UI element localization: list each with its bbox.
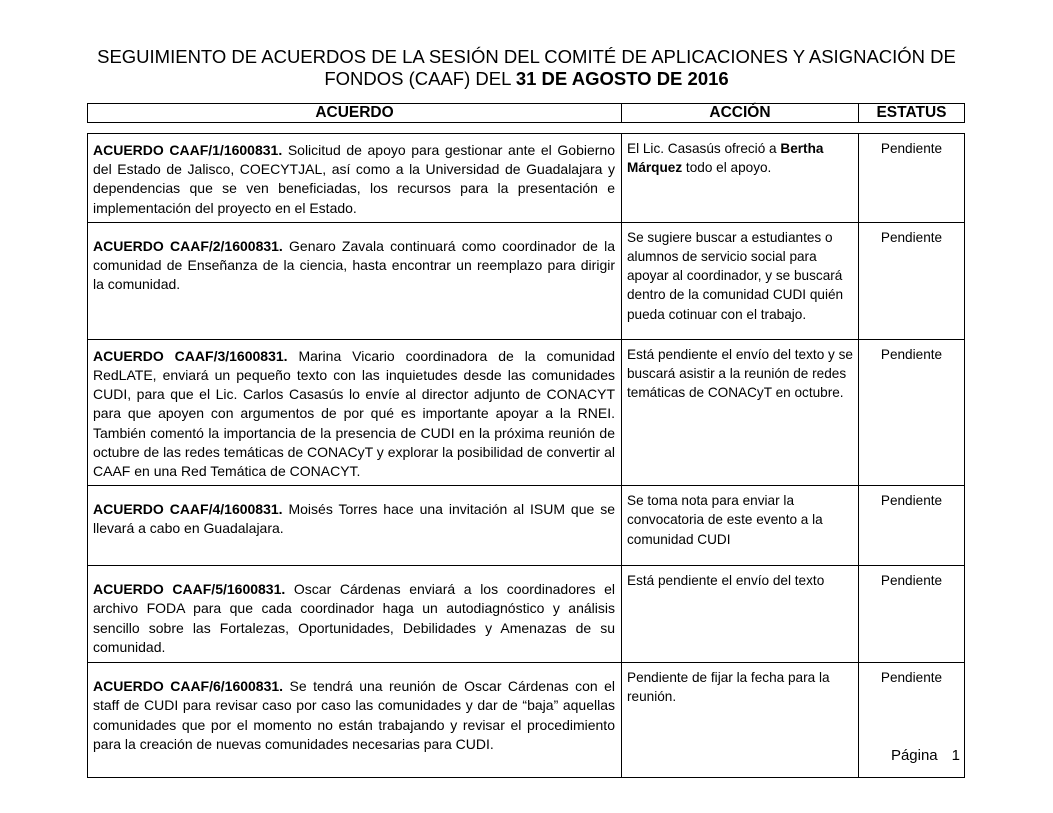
acuerdo-code: ACUERDO CAAF/1/1600831.	[93, 142, 283, 158]
acuerdo-cell	[88, 663, 622, 778]
table-row	[88, 566, 965, 663]
acuerdo-text: Solicitud de apoyo para gestionar ante el Gobierno del Estado de Jalisco, COECYTJAL, así como a la Universidad de Guadalajara y dependencias que se ven beneficiadas, los recursos para la presentación e implementación del proyecto en el Estado.	[93, 142, 615, 216]
estatus-cell: Pendiente	[859, 222, 965, 339]
estatus-cell: Pendiente	[859, 339, 965, 485]
page-footer	[891, 747, 960, 764]
accion-cell: Está pendiente el envío del texto y se buscará asistir a la reunión de redes temáticas de CONACyT en octubre.	[622, 339, 859, 485]
accion-cell: Se sugiere buscar a estudiantes o alumnos de servicio social para apoyar al coordinador, y se buscará dentro de la comunidad CUDI quién pueda cotinuar con el trabajo.	[622, 222, 859, 339]
estatus-cell: Pendiente	[859, 663, 965, 778]
table-row	[88, 663, 965, 778]
acuerdo-text: Marina Vicario coordinadora de la comunidad RedLATE, enviará un pequeño texto con las inquietudes desde las comunidades CUDI, para que el Lic. Carlos Casasús lo envíe al director adjunto de CONACYT para que apoyen con argumentos de por qué es importante apoyar a la RNEI. También comentó la importancia de la presencia de CUDI en la próxima reunión de octubre de las redes temáticas de CONACyT y explorar la posibilidad de convertir al CAAF en una Red Temática de CONACYT.	[93, 347, 615, 480]
acuerdo-code: ACUERDO CAAF/6/1600831.	[93, 678, 284, 695]
title-line-2	[60, 68, 993, 90]
estatus-cell: Pendiente	[859, 134, 965, 223]
table-row	[88, 339, 965, 485]
header-estatus: ESTATUS	[859, 104, 965, 123]
acuerdo-cell	[88, 222, 622, 339]
acuerdo-cell	[88, 486, 622, 566]
acuerdo-code: ACUERDO CAAF/2/1600831.	[93, 237, 283, 254]
accion-cell: Pendiente de fijar la fecha para la reunión.	[622, 663, 859, 778]
acuerdo-text: Se tendrá una reunión de Oscar Cárdenas con el staff de CUDI para revisar caso por caso las comunidades y dar de “baja” aquellas comunidades que por el momento no están trabajando y revisar el procedimiento para la creación de nuevas comunidades necesarias para CUDI.	[93, 678, 615, 752]
accion-text: El Lic. Casasús ofreció a	[627, 141, 781, 156]
document-title	[60, 46, 993, 90]
acuerdo-code: ACUERDO CAAF/3/1600831.	[93, 347, 288, 364]
table-row	[88, 134, 965, 223]
acuerdo-code: ACUERDO CAAF/5/1600831.	[93, 581, 286, 598]
table-row	[88, 222, 965, 339]
acuerdo-cell	[88, 134, 622, 223]
estatus-cell: Pendiente	[859, 566, 965, 663]
header-acuerdo: ACUERDO	[88, 104, 622, 123]
acuerdo-code: ACUERDO CAAF/4/1600831.	[93, 501, 283, 518]
acuerdo-cell	[88, 339, 622, 485]
accion-cell: Se toma nota para enviar la convocatoria de este evento a la comunidad CUDI	[622, 486, 859, 566]
accion-cell	[622, 134, 859, 223]
estatus-cell: Pendiente	[859, 486, 965, 566]
acuerdo-text: Moisés Torres hace una invitación al ISUM que se llevará a cabo en Guadalajara.	[93, 501, 615, 537]
page-label: Página	[890, 747, 938, 764]
accion-bold-name: Bertha Márquez	[627, 141, 824, 176]
acuerdo-text: Genaro Zavala continuará como coordinador de la comunidad de Enseñanza de la ciencia, hasta encontrar un reemplazo para dirigir la comunidad.	[93, 237, 615, 293]
table-header	[87, 103, 965, 123]
title-line-2-prefix: FONDOS (CAAF) DEL	[324, 68, 516, 89]
table-row	[88, 486, 965, 566]
acuerdo-cell	[88, 566, 622, 663]
header-accion: ACCIÓN	[622, 104, 859, 123]
agreements-table	[87, 133, 965, 778]
title-line-1: SEGUIMIENTO DE ACUERDOS DE LA SESIÓN DEL COMITÉ DE APLICACIONES Y ASIGNACIÓN DE	[97, 46, 956, 67]
accion-text-end: todo el apoyo.	[682, 160, 772, 176]
acuerdo-text: Oscar Cárdenas enviará a los coordinadores el archivo FODA para que cada coordinador haga un autodiagnóstico y análisis sencillo sobre las Fortalezas, Oportunidades, Debilidades y Amenazas de su comunidad.	[93, 581, 615, 655]
meeting-date: 31 DE AGOSTO DE 2016	[515, 68, 729, 89]
accion-cell: Está pendiente el envío del texto	[622, 566, 859, 663]
page-number: 1	[951, 747, 960, 764]
